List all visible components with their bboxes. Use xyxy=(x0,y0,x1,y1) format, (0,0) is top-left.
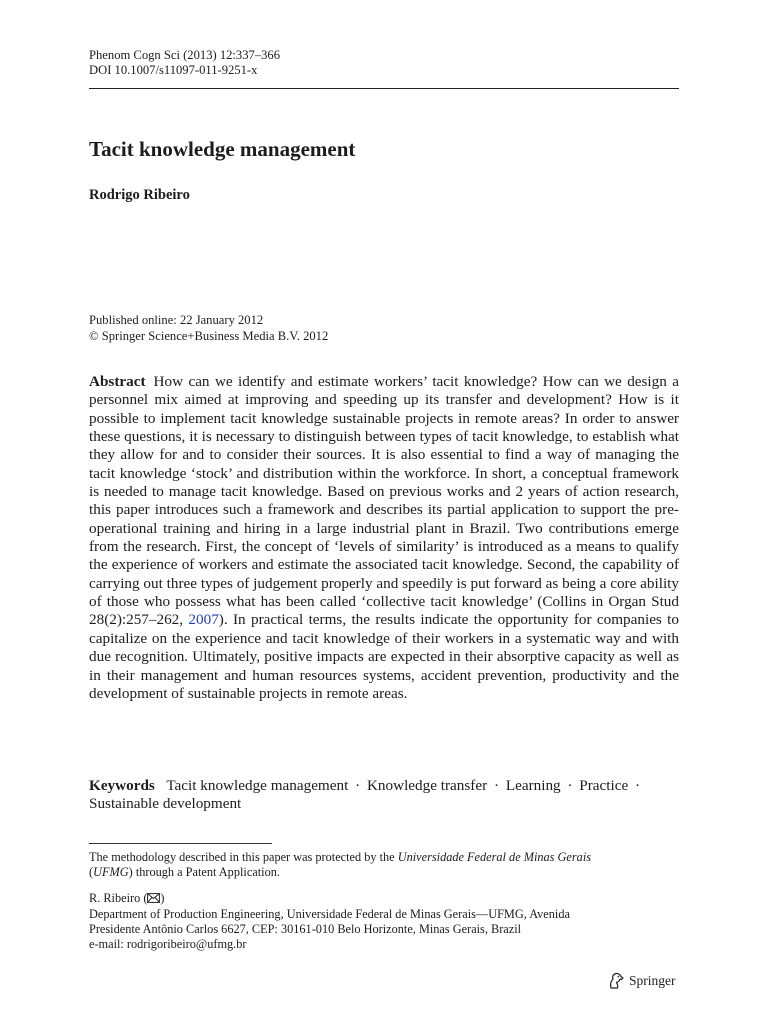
article-title: Tacit knowledge management xyxy=(89,137,356,161)
keywords-label: Keywords xyxy=(89,777,155,794)
keyword: Sustainable development xyxy=(89,795,242,813)
author-name: Rodrigo Ribeiro xyxy=(89,187,190,203)
citation-link[interactable]: 2007 xyxy=(188,611,219,629)
address-line-2: Presidente Antônio Carlos 6627, CEP: 30161-010 Belo Horizonte, Minas Gerais, Brazil xyxy=(89,921,522,936)
publication-info xyxy=(89,312,328,344)
patent-note-text: The methodology described in this paper was protected by the xyxy=(89,850,395,864)
envelope-icon xyxy=(147,893,160,903)
running-header xyxy=(89,48,280,78)
keyword: Practice xyxy=(579,777,629,794)
keyword: Knowledge transfer xyxy=(366,777,488,794)
keyword-separator: · xyxy=(355,777,361,794)
keyword: Tacit knowledge management xyxy=(166,777,349,794)
keyword: Learning xyxy=(505,777,561,794)
springer-horse-icon xyxy=(607,972,625,990)
address-line-1: Department of Production Engineering, Universidade Federal de Minas Gerais—UFMG, Avenida xyxy=(89,906,570,921)
header-rule xyxy=(89,88,679,89)
keywords xyxy=(89,777,679,814)
keyword-separator: · xyxy=(635,777,641,794)
copyright-notice: © Springer Science+Business Media B.V. 2012 xyxy=(89,329,329,343)
abstract-text: How can we identify and estimate workers’ tacit knowledge? How can we design a personnel mix aimed at improving and speeding up its transfer and development? How is it possible to implement tacit knowledge sustainable projects in remote areas? In order to answer these questions, it is necessary to distinguish between types of tacit knowledge, to establish what they allow for and to consider their sources. It is also essential to find a way of managing the tacit knowledge ‘stock’ and distribution within the workforce. In short, a conceptual framework is needed to manage tacit knowledge. Based on previous works and 2 years of action research, this paper introduces such a framework and describes its partial application to support the pre-operational training and hiring in a large industrial plant in Brazil. Two contributions emerge from the research. First, the concept of ‘levels of similarity’ is introduced as a means to qualify the experience of workers and estimate the associated tacit knowledge. Second, the capability of carrying out three types of judgement properly and speedily is put forward as being a core ability of those who possess what has been called ‘collective tacit knowledge’ (Collins in Organ Stud 28(2):257–262, xyxy=(89,373,679,629)
university-name: Universidade Federal de Minas Gerais xyxy=(397,850,592,864)
contact-name: R. Ribeiro xyxy=(89,891,141,906)
publisher-logo xyxy=(607,972,676,990)
patent-note-end: through a Patent Application. xyxy=(135,865,280,880)
keyword-separator: · xyxy=(493,777,500,794)
keyword-separator: · xyxy=(567,777,573,794)
publisher-name: Springer xyxy=(629,973,676,988)
doi[interactable]: DOI 10.1007/s11097-011-9251-x xyxy=(89,63,258,77)
email[interactable]: e-mail: rodrigoribeiro@ufmg.br xyxy=(89,937,247,952)
footnote-rule xyxy=(89,843,272,844)
abstract xyxy=(89,373,679,703)
contact-line: R. Ribeiro ( ) xyxy=(89,891,165,906)
journal-citation: Phenom Cogn Sci (2013) 12:337–366 xyxy=(89,48,281,62)
abstract-text-continued: ). In practical terms, the results indicate the opportunity for companies to capitalize on the experience and tacit knowledge of their workers in a systematic way and with due recognition. Ultimately, positive impacts are expected in their absorptive capacity as well as in their management and human resources systems, accident prevention, productivity and the development of sustainable projects in remote areas. xyxy=(89,611,679,702)
published-date: Published online: 22 January 2012 xyxy=(89,313,264,327)
abstract-label: Abstract xyxy=(89,373,146,390)
patent-note: The methodology described in this paper was protected by the Universidade Federal de Minas Gerais (UFMG) through a Patent Application. xyxy=(89,850,592,880)
university-abbrev: UFMG xyxy=(93,865,129,880)
footnote xyxy=(89,850,679,952)
